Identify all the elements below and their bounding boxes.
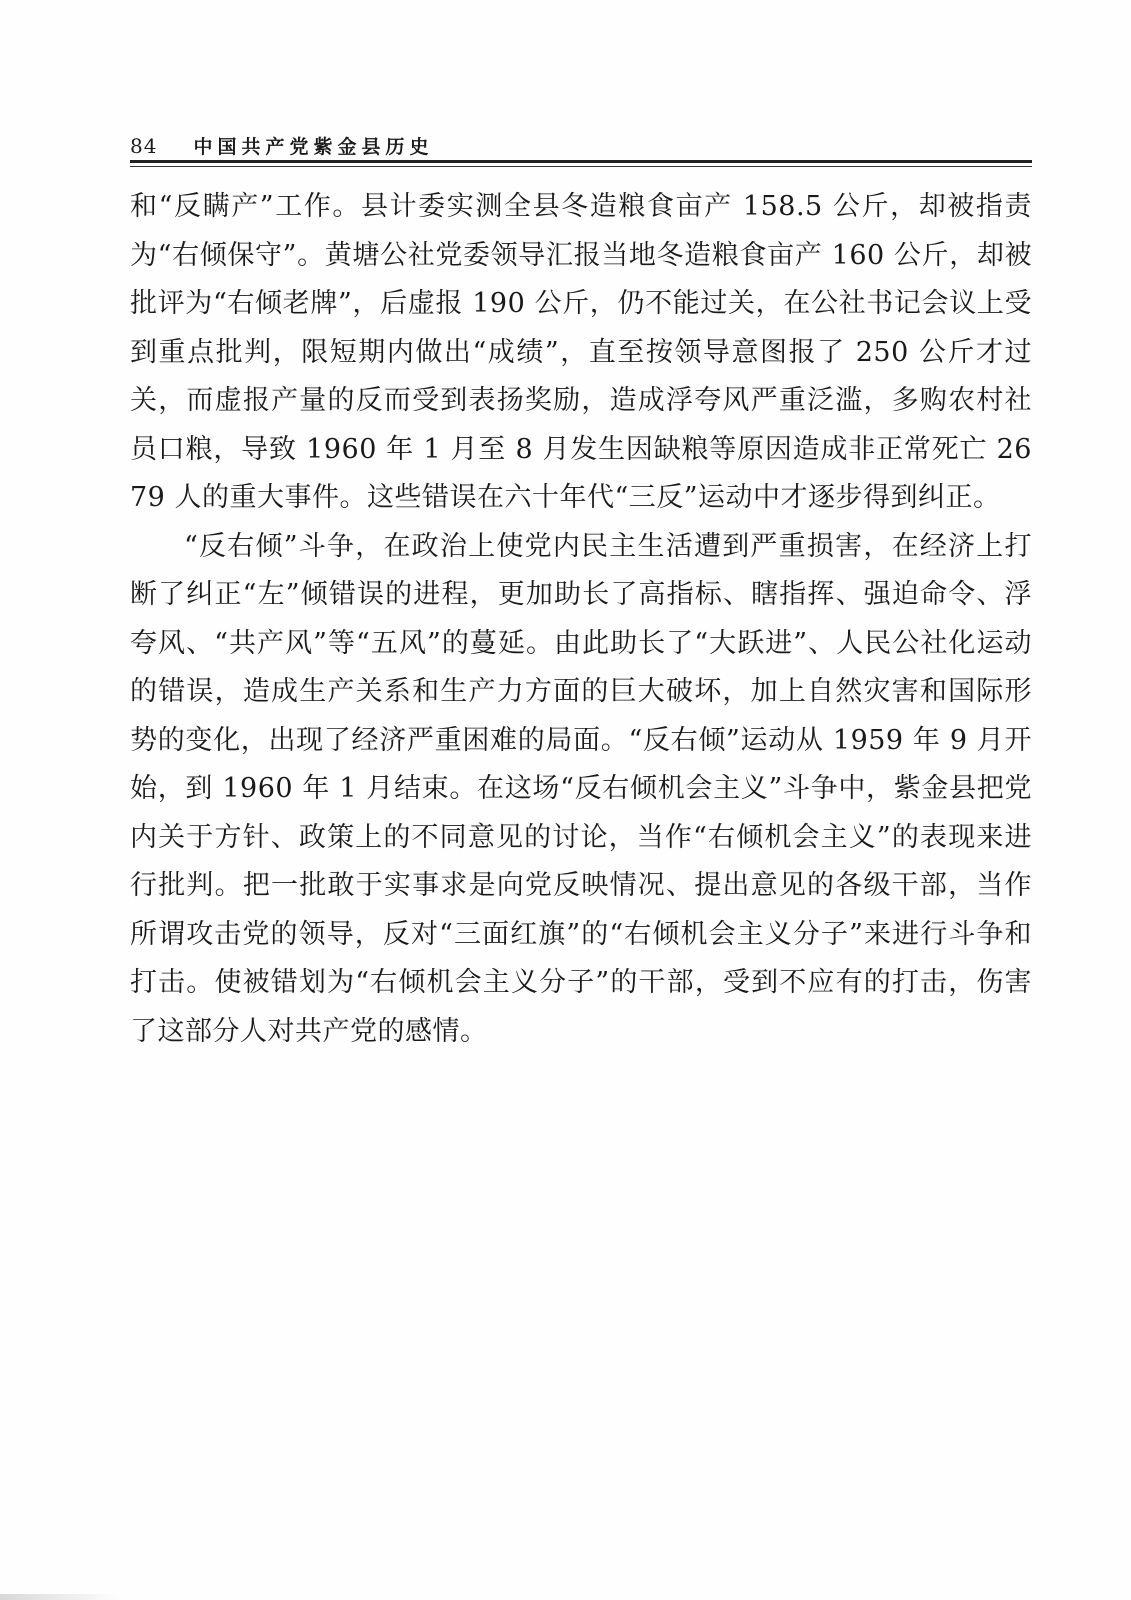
page-number: 84 [130, 134, 158, 158]
header-rule-thin [130, 166, 1032, 167]
scan-edge-shadow [0, 1594, 120, 1600]
header-rule-thick [130, 160, 1032, 163]
body-text [130, 183, 1032, 1056]
book-title: 中国共产党紫金县历史 [193, 136, 434, 158]
running-header [130, 132, 1030, 162]
paragraph-continued: 和“反瞒产”工作。县计委实测全县冬造粮食亩产 158.5 公斤，却被指责为“右倾保守”。黄塘公社党委领导汇报当地冬造粮食亩产 160 公斤，却被批评为“右倾老牌”，后虚报 190 公斤，仍不能过关，在公社书记会议上受到重点批判，限短期内做出“成绩”，直至按领导意图报了 250 公斤才过关，而虚报产量的反而受到表扬奖励，造成浮夸风严重泛滥，多购农村社员口粮，导致 1960 年 1 月至 8 月发生因缺粮等原因造成非正常死亡 2679 人的重大事件。这些错误在六十年代“三反”运动中才逐步得到纠正。 [130, 191, 1032, 513]
paragraph: “反右倾”斗争，在政治上使党内民主生活遭到严重损害，在经济上打断了纠正“左”倾错误的进程，更加助长了高指标、瞎指挥、强迫命令、浮夸风、“共产风”等“五风”的蔓延。由此助长了“大跃进”、人民公社化运动的错误，造成生产关系和生产力方面的巨大破坏，加上自然灾害和国际形势的变化，出现了经济严重困难的局面。“反右倾”运动从 1959 年 9 月开始，到 1960 年 1 月结束。在这场“反右倾机会主义”斗争中，紫金县把党内关于方针、政策上的不同意见的讨论，当作“右倾机会主义”的表现来进行批判。把一批敢于实事求是向党反映情况、提出意见的各级干部，当作所谓攻击党的领导，反对“三面红旗”的“右倾机会主义分子”来进行斗争和打击。使被错划为“右倾机会主义分子”的干部，受到不应有的打击，伤害了这部分人对共产党的感情。 [130, 530, 1032, 1047]
